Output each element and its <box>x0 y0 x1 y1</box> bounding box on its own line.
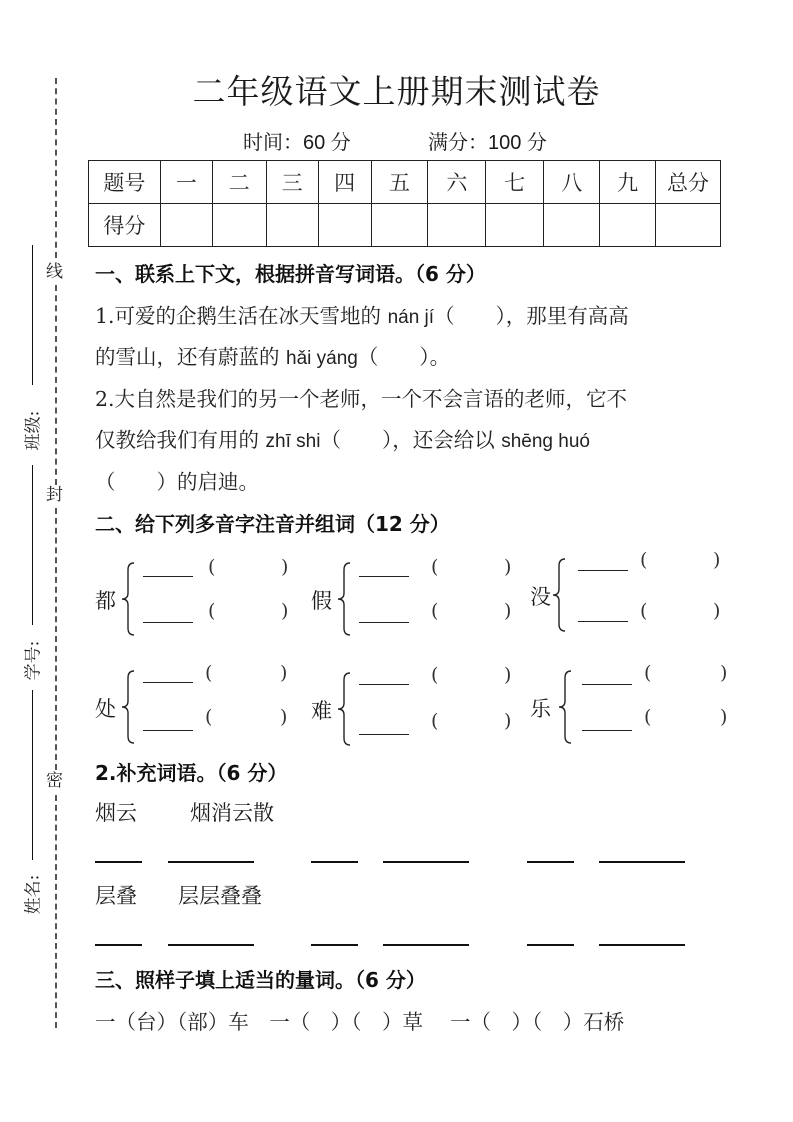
pinyin-paren-close[interactable]: ) <box>713 600 721 622</box>
pinyin-paren-close[interactable]: ) <box>281 600 289 622</box>
score-input-cell[interactable] <box>266 204 318 247</box>
pinyin-paren-open: ( <box>431 556 439 578</box>
section-2b-heading: 2.补充词语。（6 分） <box>95 761 288 785</box>
brace-icon <box>121 670 135 744</box>
polyphonic-char: 处 <box>95 697 116 721</box>
polyphonic-group-nan <box>311 664 531 752</box>
seal-char-mi: 密 <box>46 771 63 791</box>
word-blank[interactable] <box>311 861 358 863</box>
word-blank[interactable] <box>311 944 358 946</box>
full-score: 满分：100 分 <box>428 132 547 154</box>
polyphonic-char: 难 <box>311 699 332 723</box>
word-blank[interactable] <box>143 622 193 623</box>
seal-dashed-line <box>55 285 57 485</box>
pinyin-paren-close[interactable]: ) <box>504 556 512 578</box>
q2-line-2 <box>95 423 590 453</box>
answer-blank[interactable]: （ ）。 <box>357 345 451 369</box>
word-blank[interactable] <box>527 861 574 863</box>
table-cell: 六 <box>428 161 486 204</box>
pinyin-paren-close[interactable]: ) <box>281 556 289 578</box>
idiom-blank[interactable] <box>383 861 469 863</box>
table-cell: 七 <box>486 161 544 204</box>
student-id-field-line[interactable] <box>32 465 33 625</box>
table-cell: 九 <box>600 161 656 204</box>
pinyin-paren-close[interactable]: ) <box>713 549 721 571</box>
word-blank[interactable] <box>143 682 193 683</box>
table-cell: 三 <box>266 161 318 204</box>
polyphonic-group-le <box>530 662 750 750</box>
seal-char-xian: 线 <box>46 262 63 282</box>
name-field-line[interactable] <box>32 690 33 860</box>
pinyin: zhī shi <box>265 431 321 452</box>
word-blank[interactable] <box>143 576 193 577</box>
pinyin: nán jí <box>387 307 435 328</box>
pinyin-paren-open: ( <box>431 600 439 622</box>
example-word: 烟云 <box>95 801 137 825</box>
word-blank[interactable] <box>582 684 632 685</box>
table-cell: 得分 <box>89 204 161 247</box>
table-row-scores <box>89 204 721 247</box>
pinyin-paren-open: ( <box>208 556 216 578</box>
pinyin-paren-open: ( <box>431 710 439 732</box>
pinyin-paren-open: ( <box>205 662 213 684</box>
score-input-cell[interactable] <box>600 204 656 247</box>
table-cell: 五 <box>371 161 428 204</box>
word-blank[interactable] <box>143 730 193 731</box>
pinyin-paren-open: ( <box>640 600 648 622</box>
idiom-blank[interactable] <box>599 944 685 946</box>
table-cell: 一 <box>160 161 212 204</box>
section-3-heading: 三、照样子填上适当的量词。（6 分） <box>95 968 426 992</box>
word-blank[interactable] <box>359 622 409 623</box>
idiom-blank[interactable] <box>168 944 254 946</box>
answer-blank[interactable]: （ ），那里有高高 <box>434 304 629 328</box>
pinyin-paren-open: ( <box>640 549 648 571</box>
example-word: 层叠 <box>95 884 137 908</box>
example-idiom: 烟消云散 <box>190 801 274 825</box>
q1-line-2 <box>95 340 450 370</box>
word-blank[interactable] <box>95 944 142 946</box>
table-cell: 总分 <box>656 161 721 204</box>
word-blank[interactable] <box>578 570 628 571</box>
pinyin: shēng huó <box>501 431 590 452</box>
word-blank[interactable] <box>527 944 574 946</box>
q1-line-1 <box>95 299 629 329</box>
pinyin-paren-close[interactable]: ) <box>504 664 512 686</box>
polyphonic-char: 都 <box>95 589 116 613</box>
polyphonic-group-mei <box>530 549 750 638</box>
example-idiom: 层层叠叠 <box>178 884 262 908</box>
seal-char-feng: 封 <box>46 485 63 505</box>
seal-dashed-line <box>55 795 57 1028</box>
class-label: 班级: <box>23 410 44 451</box>
q2-line-1: 2.大自然是我们的另一个老师，一个不会言语的老师，它不 <box>95 387 628 411</box>
score-input-cell[interactable] <box>428 204 486 247</box>
brace-icon <box>558 670 572 744</box>
table-row-question-numbers <box>89 161 721 204</box>
word-blank[interactable] <box>95 861 142 863</box>
idiom-blank[interactable] <box>383 944 469 946</box>
seal-dashed-line <box>55 508 57 770</box>
answer-blank[interactable]: （ ），还会给以 <box>320 428 502 452</box>
class-field-line[interactable] <box>32 245 33 385</box>
table-cell: 四 <box>318 161 371 204</box>
idiom-blank[interactable] <box>599 861 685 863</box>
table-cell: 二 <box>212 161 266 204</box>
score-input-cell[interactable] <box>371 204 428 247</box>
section-2-heading: 二、给下列多音字注音并组词（12 分） <box>95 512 450 536</box>
brace-icon <box>337 562 351 636</box>
text: 的雪山，还有蔚蓝的 <box>95 345 287 369</box>
q2-line-3[interactable]: （ ）的启迪。 <box>95 470 259 494</box>
idiom-blank[interactable] <box>168 861 254 863</box>
polyphonic-char: 乐 <box>530 697 551 721</box>
pinyin-paren-close[interactable]: ) <box>720 706 728 728</box>
table-cell: 八 <box>544 161 600 204</box>
polyphonic-group-chu <box>95 662 315 750</box>
text: 1.可爱的企鹅生活在冰天雪地的 <box>95 304 388 328</box>
pinyin-paren-open: ( <box>431 664 439 686</box>
score-input-cell[interactable] <box>544 204 600 247</box>
score-input-cell[interactable] <box>486 204 544 247</box>
pinyin-paren-close[interactable]: ) <box>504 710 512 732</box>
score-input-cell[interactable] <box>212 204 266 247</box>
score-table <box>88 160 721 247</box>
section-1-heading: 一、联系上下文，根据拼音写词语。（6 分） <box>95 262 486 286</box>
pinyin-paren-close[interactable]: ) <box>504 600 512 622</box>
table-cell: 题号 <box>89 161 161 204</box>
word-blank[interactable] <box>582 730 632 731</box>
brace-icon <box>552 558 566 632</box>
pinyin-paren-open: ( <box>205 706 213 728</box>
page-title: 二年级语文上册期末测试卷 <box>192 72 601 111</box>
pinyin-paren-open: ( <box>644 662 652 684</box>
polyphonic-group-jia <box>311 556 531 642</box>
name-label: 姓名: <box>23 874 44 915</box>
measure-word-line[interactable]: 一（台）（部）车 一（ ）（ ）草 一（ ）（ ）石桥 <box>95 1010 625 1034</box>
pinyin-paren-open: ( <box>208 600 216 622</box>
word-blank[interactable] <box>359 576 409 577</box>
pinyin-paren-close[interactable]: ) <box>720 662 728 684</box>
pinyin-paren-open: ( <box>644 706 652 728</box>
brace-icon <box>121 562 135 636</box>
student-id-label: 学号: <box>23 640 44 681</box>
polyphonic-char: 假 <box>311 589 332 613</box>
word-blank[interactable] <box>578 621 628 622</box>
pinyin-paren-close[interactable]: ) <box>280 662 288 684</box>
polyphonic-group-dou <box>95 556 315 642</box>
pinyin: hǎi yáng <box>286 348 358 369</box>
exam-time: 时间：60 分 <box>243 132 351 154</box>
score-input-cell[interactable] <box>656 204 721 247</box>
score-input-cell[interactable] <box>160 204 212 247</box>
text: 仅教给我们有用的 <box>95 428 266 452</box>
word-blank[interactable] <box>359 734 409 735</box>
score-input-cell[interactable] <box>318 204 371 247</box>
word-blank[interactable] <box>359 684 409 685</box>
polyphonic-char: 没 <box>530 585 551 609</box>
pinyin-paren-close[interactable]: ) <box>280 706 288 728</box>
brace-icon <box>337 672 351 746</box>
